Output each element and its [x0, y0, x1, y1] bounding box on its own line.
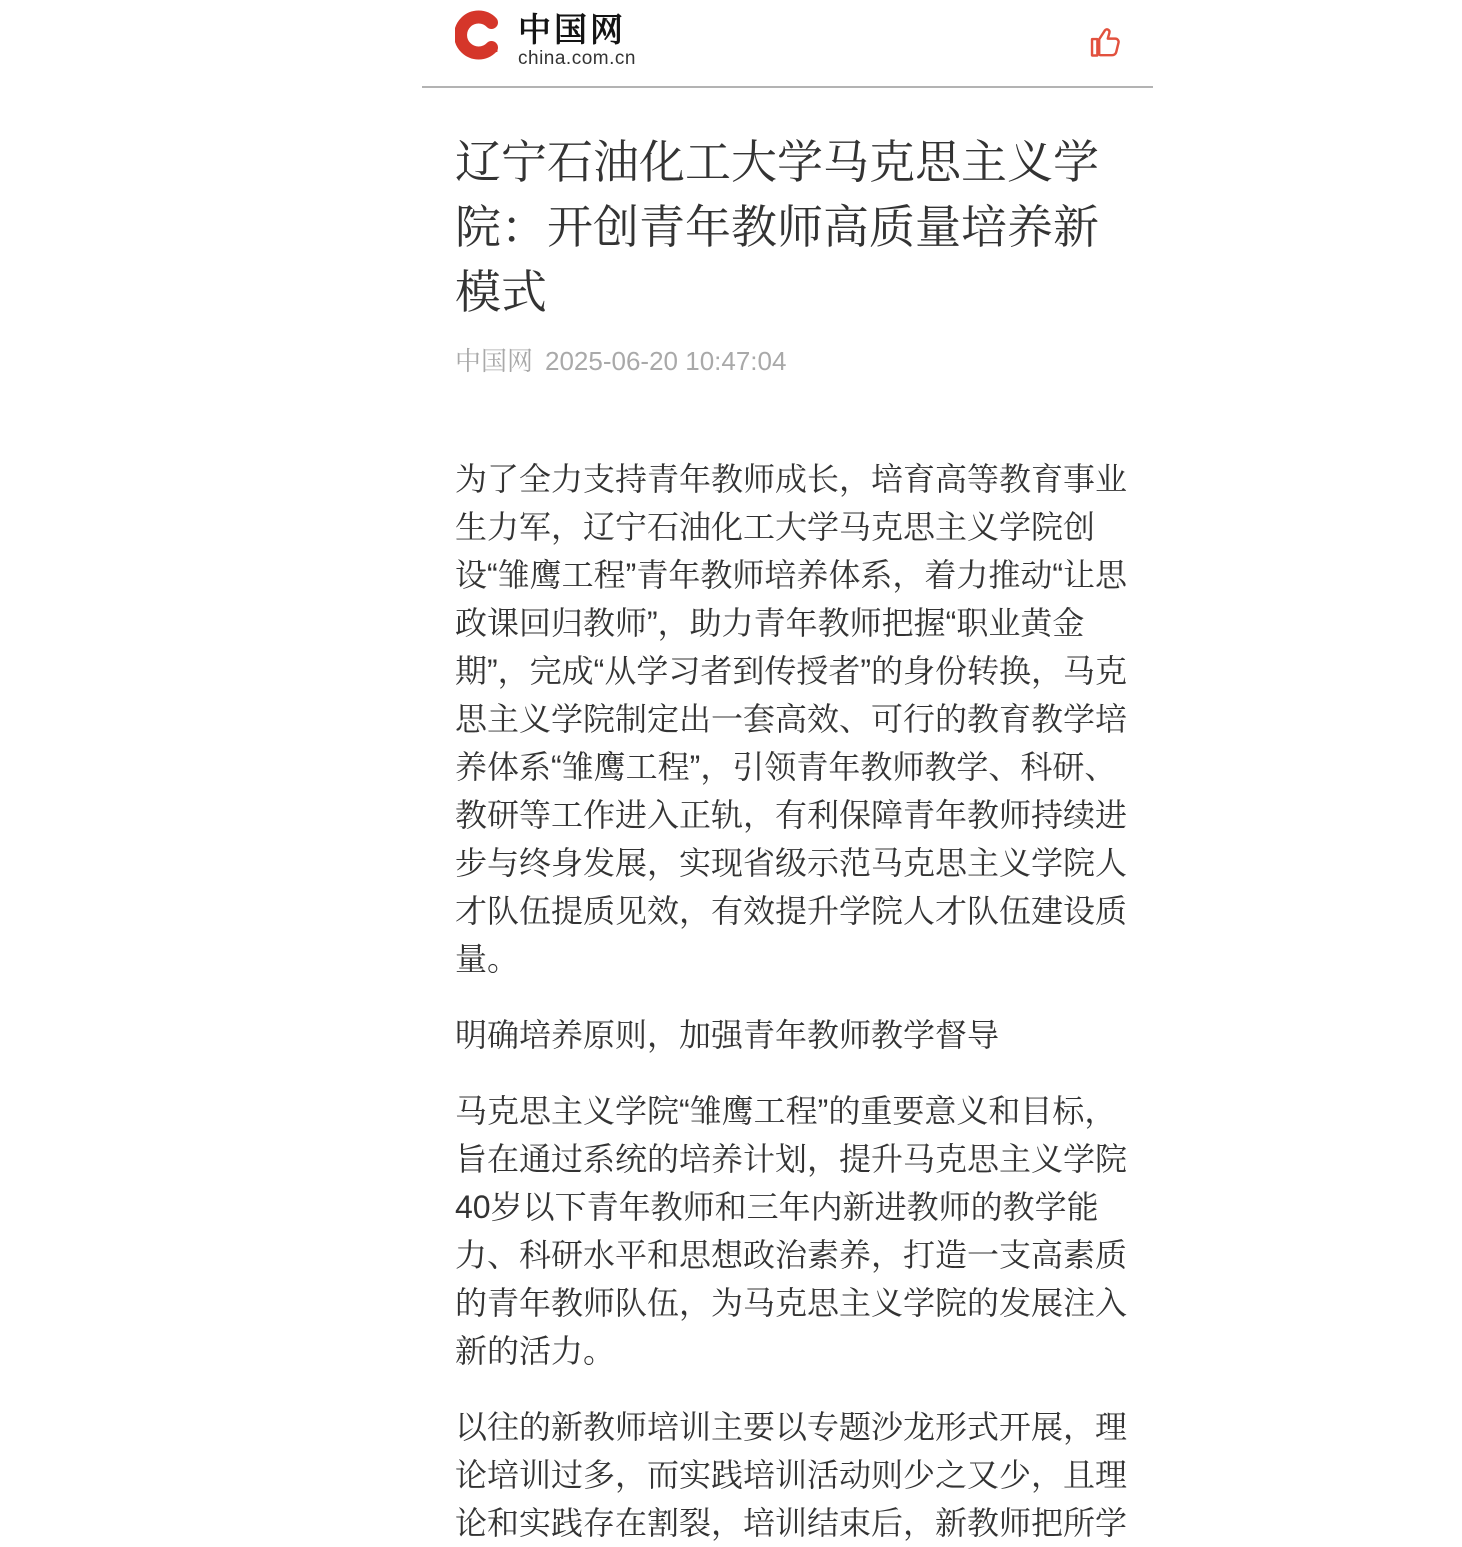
- article-datetime: 2025-06-20 10:47:04: [545, 346, 787, 376]
- article-source: 中国网: [455, 346, 534, 376]
- article-paragraph: 马克思主义学院“雏鹰工程”的重要意义和目标，旨在通过系统的培养计划，提升马克思主义学院40岁以下青年教师和三年内新进教师的教学能力、科研水平和思想政治素养，打造一支高素质的青年教师队伍，为马克思主义学院的发展注入新的活力。: [455, 1093, 1128, 1369]
- like-button[interactable]: [1086, 23, 1127, 62]
- site-domain: china.com.cn: [518, 48, 636, 69]
- site-logo-link[interactable]: [455, 10, 636, 70]
- site-logo-text: [518, 13, 636, 70]
- article-byline: [455, 345, 1131, 377]
- article-title: 辽宁石油化工大学马克思主义学院：开创青年教师高质量培养新模式: [455, 136, 1099, 318]
- site-header: [422, 0, 1153, 88]
- site-name: 中国网: [518, 11, 626, 48]
- china-net-c-logo-icon: [455, 10, 505, 60]
- article: [422, 130, 1153, 1547]
- article-paragraph: 明确培养原则，加强青年教师教学督导: [455, 1017, 1000, 1053]
- article-body: [455, 377, 1131, 1547]
- article-paragraph: 以往的新教师培训主要以专题沙龙形式开展，理论培训过多，而实践培训活动则少之又少，且理论和实践存在割裂，培训结束后，新教师把所学: [455, 1409, 1128, 1541]
- page-container: [422, 0, 1153, 1547]
- article-paragraph: 为了全力支持青年教师成长，培育高等教育事业生力军，辽宁石油化工大学马克思主义学院创设“雏鹰工程”青年教师培养体系，着力推动“让思政课回归教师”，助力青年教师把握“职业黄金期”，完成“从学习者到传授者”的身份转换，马克思主义学院制定出一套高效、可行的教育教学培养体系“雏鹰工程”，引领青年教师教学、科研、教研等工作进入正轨，有利保障青年教师持续进步与终身发展，实现省级示范马克思主义学院人才队伍提质见效，有效提升学院人才队伍建设质量。: [455, 461, 1128, 977]
- thumbs-up-icon: [1086, 23, 1127, 62]
